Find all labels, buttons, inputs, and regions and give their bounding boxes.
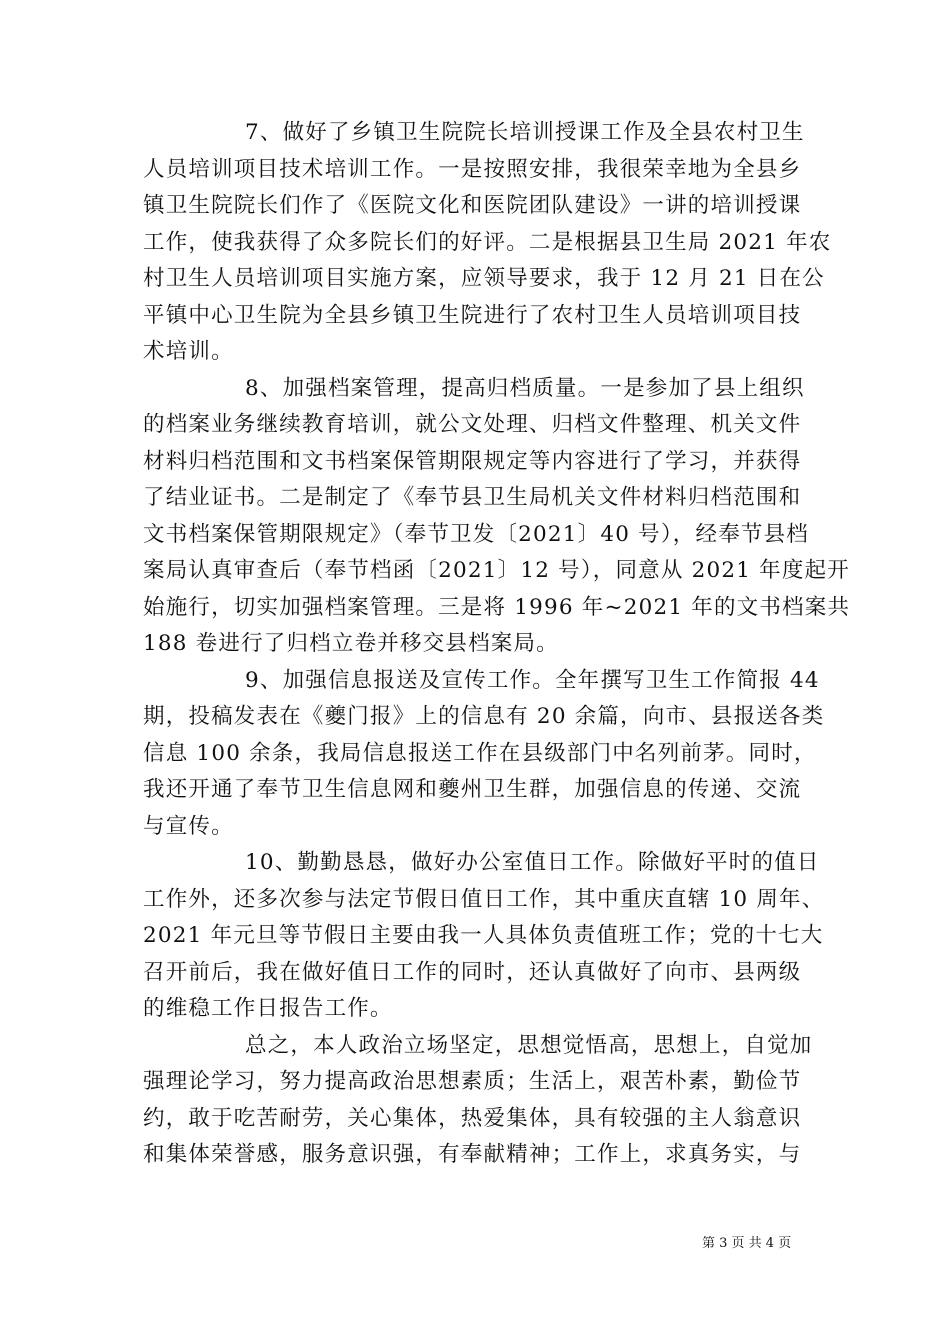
summary-line-3: 约，敢于吃苦耐劳，关心集体，热爱集体，具有较强的主人翁意识 (143, 1105, 802, 1131)
paragraph-7-line-5: 村卫生人员培训项目实施方案，应领导要求，我于 12 月 21 日在公 (143, 266, 825, 291)
paragraph-9-line-5: 与宣传。 (143, 813, 234, 839)
paragraph-8-line-1: 8、加强档案管理，提高归档质量。一是参加了县上组织 (245, 375, 805, 401)
page-number: 第 3 页 共 4 页 (702, 1236, 792, 1251)
paragraph-10-line-1: 10、勤勤恳恳，做好办公室值日工作。除做好平时的值日 (245, 850, 820, 875)
paragraph-8-line-6: 案局认真审查后（奉节档函〔2021〕12 号），同意从 2021 年度起开 (143, 558, 850, 583)
paragraph-7-line-6: 平镇中心卫生院为全县乡镇卫生院进行了农村卫生人员培训项目技 (143, 302, 802, 328)
paragraph-9-line-1: 9、加强信息报送及宣传工作。全年撰写卫生工作简报 44 (245, 667, 820, 693)
paragraph-7-line-3: 镇卫生院院长们作了《医院文化和医院团队建设》一讲的培训授课 (143, 193, 802, 218)
paragraph-8-line-2: 的档案业务继续教育培训，就公文处理、归档文件整理、机关文件 (143, 412, 802, 437)
summary-line-4: 和集体荣誉感，服务意识强，有奉献精神；工作上，求真务实，与 (143, 1142, 802, 1167)
paragraph-10-line-2: 工作外，还多次参与法定节假日值日工作，其中重庆直辖 10 周年、 (143, 886, 825, 912)
paragraph-8-line-8: 188 卷进行了归档立卷并移交县档案局。 (143, 631, 559, 656)
paragraph-9-line-3: 信息 100 余条，我局信息报送工作在县级部门中名列前茅。同时， (143, 740, 817, 766)
paragraph-7-line-2: 人员培训项目技术培训工作。一是按照安排，我很荣幸地为全县乡 (143, 156, 802, 182)
paragraph-10-line-5: 的维稳工作日报告工作。 (143, 996, 393, 1021)
paragraph-7-line-7: 术培训。 (143, 339, 234, 364)
paragraph-8-line-3: 材料归档范围和文书档案保管期限规定等内容进行了学习，并获得 (143, 448, 802, 474)
paragraph-8-line-5: 文书档案保管期限规定》（奉节卫发〔2021〕40 号），经奉节县档 (143, 521, 810, 547)
paragraph-7-line-1: 7、做好了乡镇卫生院院长培训授课工作及全县农村卫生 (245, 120, 805, 145)
paragraph-8-line-7: 始施行，切实加强档案管理。三是将 1996 年~2021 年的文书档案共 (143, 594, 851, 620)
summary-line-2: 强理论学习，努力提高政治思想素质；生活上，艰苦朴素，勤俭节 (143, 1069, 802, 1094)
paragraph-8-line-4: 了结业证书。二是制定了《奉节县卫生局机关文件材料归档范围和 (143, 485, 802, 510)
paragraph-9-line-2: 期，投稿发表在《夔门报》上的信息有 20 余篇，向市、县报送各类 (143, 704, 825, 729)
summary-line-1: 总之，本人政治立场坚定，思想觉悟高，思想上，自觉加 (245, 1032, 813, 1058)
paragraph-9-line-4: 我还开通了奉节卫生信息网和夔州卫生群，加强信息的传递、交流 (143, 777, 802, 802)
paragraph-7-line-4: 工作，使我获得了众多院长们的好评。二是根据县卫生局 2021 年农 (143, 229, 832, 255)
paragraph-10-line-3: 2021 年元旦等节假日主要由我一人具体负责值班工作；党的十七大 (143, 923, 824, 948)
paragraph-10-line-4: 召开前后，我在做好值日工作的同时，还认真做好了向市、县两级 (143, 959, 802, 985)
